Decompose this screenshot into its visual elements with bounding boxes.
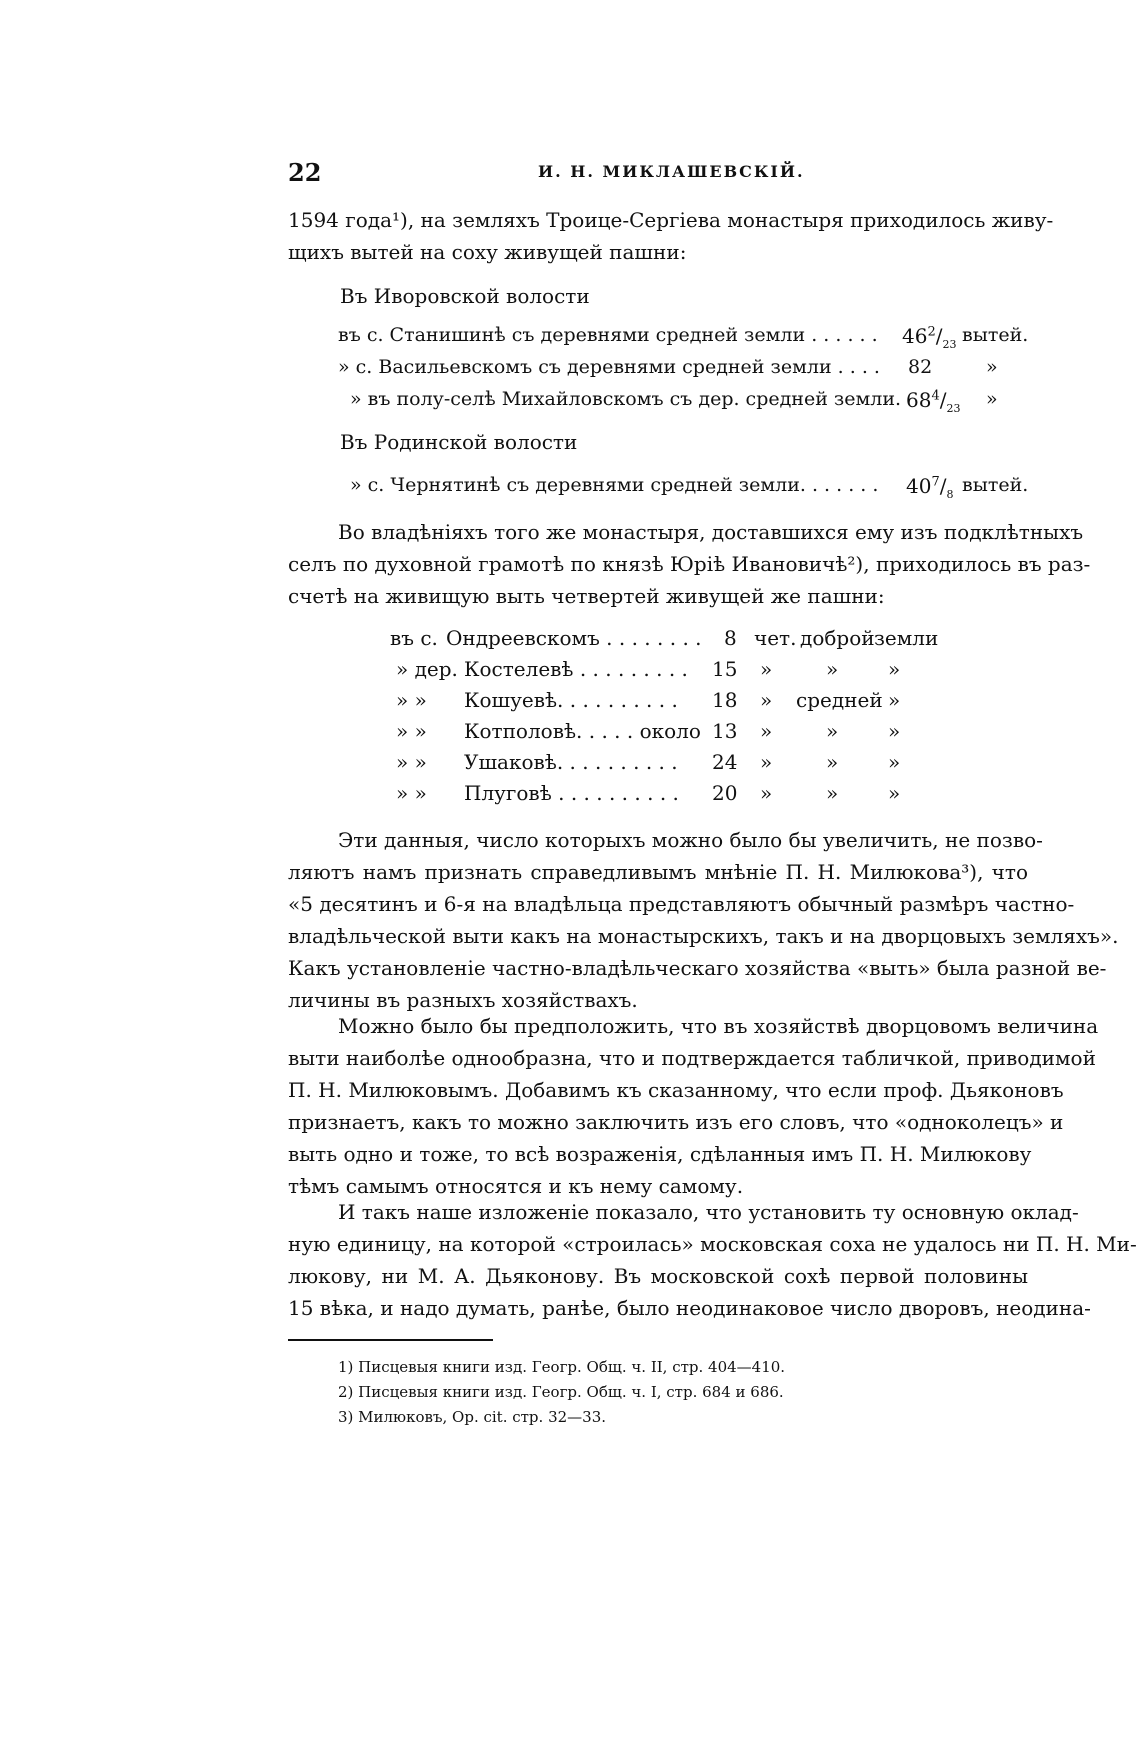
holding-row	[338, 356, 880, 378]
text-line: люкову, ни М. А. Дьяконову. Въ московской сохѣ первой половины	[288, 1264, 1028, 1288]
prefix-cell: » »	[396, 719, 427, 743]
holding-text: » с. Васильевскомъ съ деревнями средней земли . . . .	[338, 356, 880, 378]
place-cell: Костелевѣ . . . . . . . . .	[464, 657, 688, 681]
qty-cell: 24	[712, 750, 738, 774]
text-line: И такъ наше изложеніе показало, что установить ту основную оклад-	[338, 1200, 1079, 1224]
text-line: владѣльческой выти какъ на монастырскихъ, такъ и на дворцовыхъ земляхъ».	[288, 924, 1119, 948]
text-line: выть одно и тоже, то всѣ возраженія, сдѣланныя имъ П. Н. Милюкову	[288, 1142, 1032, 1166]
text-line: селъ по духовной грамотѣ по князѣ Юріѣ Ивановичѣ²), приходилось въ раз-	[288, 552, 1091, 576]
text-line: выти наиболѣе однообразна, что и подтверждается табличкой, приводимой	[288, 1046, 1096, 1070]
holding-text: » въ полу-селѣ Михайловскомъ съ дер. средней земли.	[350, 388, 902, 410]
place-cell: Кошуевѣ. . . . . . . . . .	[464, 688, 678, 712]
quality-cell: »	[826, 719, 839, 743]
text-line: Можно было бы предположить, что въ хозяйствѣ дворцовомъ величина	[338, 1014, 1099, 1038]
quality-cell: доброй	[800, 626, 875, 650]
section-heading-iverskaya: Въ Иворовской волости	[340, 284, 590, 308]
land-cell: »	[888, 781, 901, 805]
place-cell: Ондреевскомъ . . . . . . . .	[446, 626, 702, 650]
text-line: «5 десятинъ и 6-я на владѣльца представляютъ обычный размѣръ частно-	[288, 892, 1075, 916]
section-heading-rodinskaya: Въ Родинской волости	[340, 430, 578, 454]
footnote-3: 3) Милюковъ, Op. cit. стр. 32—33.	[338, 1408, 607, 1426]
footnote-1: 1) Писцевыя книги изд. Геогр. Общ. ч. II, стр. 404—410.	[338, 1358, 786, 1376]
holding-value: $68^4/_{23}$	[906, 388, 961, 415]
unit-cell: »	[760, 719, 773, 743]
holding-row	[350, 388, 901, 410]
text-line: счетѣ на живищую выть четвертей живущей же пашни:	[288, 584, 885, 608]
land-cell: »	[888, 688, 901, 712]
quality-cell: »	[826, 750, 839, 774]
qty-cell: 20	[712, 781, 738, 805]
holding-value: $40^7/_8$	[906, 474, 954, 501]
holding-row	[338, 324, 878, 346]
qty-cell: 18	[712, 688, 738, 712]
place-cell: Ушаковѣ. . . . . . . . . .	[464, 750, 678, 774]
qty-cell: 15	[712, 657, 738, 681]
prefix-cell: » »	[396, 781, 427, 805]
land-cell: »	[888, 750, 901, 774]
footnote-separator	[288, 1339, 493, 1341]
holding-unit: »	[986, 356, 998, 378]
place-cell: Котполовѣ. . . . . около	[464, 719, 701, 743]
holding-value: $46^2/_{23}$	[902, 324, 957, 351]
land-cell: земли	[874, 626, 939, 650]
quality-cell: »	[826, 781, 839, 805]
prefix-cell: въ с.	[390, 626, 438, 650]
holding-unit: вытей.	[962, 474, 1029, 496]
paragraph-milyukov	[288, 824, 1119, 1016]
prefix-cell: » »	[396, 750, 427, 774]
qty-cell: 8	[724, 626, 737, 650]
text-line: Эти данныя, число которыхъ можно было бы увеличить, не позво-	[338, 828, 1043, 852]
unit-cell: »	[760, 750, 773, 774]
paragraph-dvortsovoe	[288, 1010, 1099, 1202]
land-cell: »	[888, 657, 901, 681]
running-title: И. Н. МИКЛАШЕВСКІЙ.	[538, 162, 805, 181]
land-cell: »	[888, 719, 901, 743]
quality-cell: средней	[796, 688, 883, 712]
text-line: 15 вѣка, и надо думать, ранѣе, было неодинаковое число дворовъ, неодина-	[288, 1296, 1091, 1320]
unit-cell: »	[760, 657, 773, 681]
holding-value: 82	[908, 356, 933, 378]
unit-cell: чет.	[754, 626, 797, 650]
text-line: ляютъ намъ признать справедливымъ мнѣніе П. Н. Милюкова³), что	[288, 860, 1028, 884]
text-line: Какъ установленіе частно-владѣльческаго хозяйства «выть» была разной ве-	[288, 956, 1107, 980]
holding-unit: вытей.	[962, 324, 1029, 346]
prefix-cell: » »	[396, 688, 427, 712]
holding-row	[350, 474, 878, 496]
place-cell: Плуговѣ . . . . . . . . . .	[464, 781, 679, 805]
text-line: щихъ вытей на соху живущей пашни:	[288, 240, 687, 264]
text-line: личины въ разныхъ хозяйствахъ.	[288, 988, 638, 1012]
text-line: ную единицу, на которой «строилась» московская соха не удалось ни П. Н. Ми-	[288, 1232, 1137, 1256]
paragraph-conclusion	[288, 1196, 1137, 1324]
running-head	[288, 158, 1048, 186]
holding-text: въ с. Станишинѣ съ деревнями средней земли . . . . . .	[338, 324, 878, 346]
holding-text: » с. Чернятинѣ съ деревнями средней земли. . . . . . .	[350, 474, 879, 496]
text-line: признаетъ, какъ то можно заключить изъ его словъ, что «одноколецъ» и	[288, 1110, 1064, 1134]
unit-cell: »	[760, 781, 773, 805]
paragraph-podkletnye	[288, 516, 1091, 612]
footnote-2: 2) Писцевыя книги изд. Геогр. Общ. ч. I, стр. 684 и 686.	[338, 1383, 784, 1401]
text-line: Во владѣніяхъ того же монастыря, доставшихся ему изъ подклѣтныхъ	[338, 520, 1084, 544]
prefix-cell: » дер.	[396, 657, 458, 681]
paragraph-intro	[288, 204, 1054, 268]
qty-cell: 13	[712, 719, 738, 743]
text-line: П. Н. Милюковымъ. Добавимъ къ сказанному, что если проф. Дьяконовъ	[288, 1078, 1064, 1102]
holding-unit: »	[986, 388, 998, 410]
page-number: 22	[288, 158, 322, 187]
quality-cell: »	[826, 657, 839, 681]
text-line: 1594 года¹), на земляхъ Троице-Сергіева монастыря приходилось живу-	[288, 208, 1054, 232]
text-line: тѣмъ самымъ относятся и къ нему самому.	[288, 1174, 744, 1198]
unit-cell: »	[760, 688, 773, 712]
